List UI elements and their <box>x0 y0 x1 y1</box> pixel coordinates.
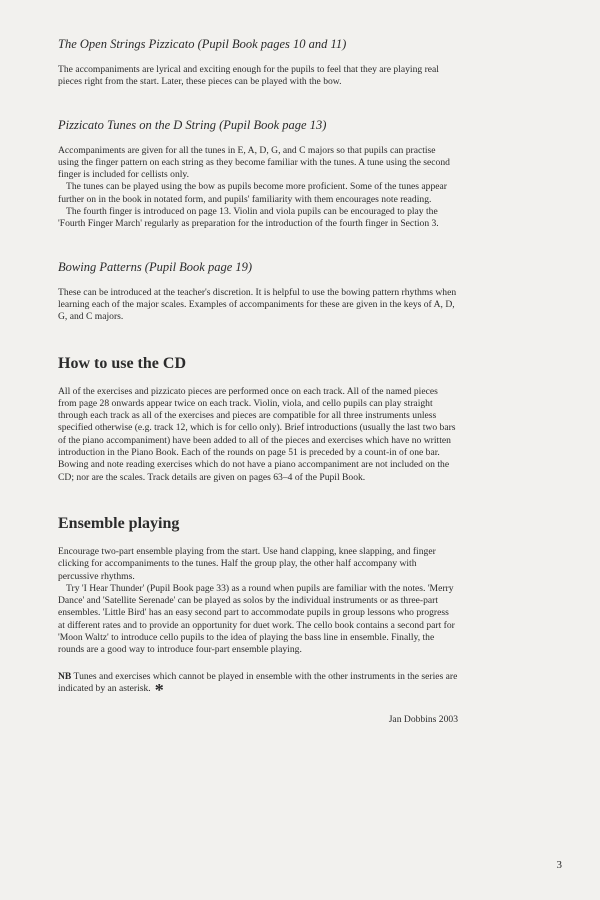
paragraph: Try 'I Hear Thunder' (Pupil Book page 33) as a round when pupils are familiar with the notes. 'Merry Dance' and 'Satellite Serenade' can be played as solos by the individual instruments or as three-part ensembles. 'Little Bird' has an easy second part to accommodate pupils in group lessons who progress at different rates and to provide an opportunity for duet work. The cello book contains a second part for 'Moon Waltz' to introduce cello pupils to the idea of playing the bass line in ensemble. Finally, the rounds are a good way to introduce four-part ensemble playing. <box>58 582 455 656</box>
paragraph: Accompaniments are given for all the tunes in E, A, D, G, and C majors so that pupils can practise using the finger pattern on each string as they become familiar with the tunes. A tune using the second finger is included for cellists only. <box>58 144 450 181</box>
text-column <box>58 36 458 725</box>
paragraph: The tunes can be played using the bow as pupils become more proficient. Some of the tunes appear further on in the book in notated form, and pupils' familiarity with them encourages note reading. <box>58 181 447 205</box>
asterisk-symbol: * <box>154 679 164 700</box>
section-heading-bowing-patterns: Bowing Patterns (Pupil Book page 19) <box>58 259 253 274</box>
section-heading-cd: How to use the CD <box>58 354 186 372</box>
note-text: Tunes and exercises which cannot be played in ensemble with the other instruments in the series are indicated by an asterisk. <box>58 670 458 694</box>
section-heading-open-strings: The Open Strings Pizzicato (Pupil Book pages 10 and 11) <box>58 37 347 51</box>
paragraph: Encourage two-part ensemble playing from the start. Use hand clapping, knee slapping, and finger clicking for accompaniments to the tunes. Half the group play, the other half accompany with percussive rhythms. <box>58 545 436 582</box>
paragraph: The fourth finger is introduced on page 13. Violin and viola pupils can be encouraged to play the 'Fourth Finger March' regularly as preparation for the introduction of the fourth finger in Section 3. <box>58 206 439 230</box>
paragraph: These can be introduced at the teacher's discretion. It is helpful to use the bowing pattern rhythms when learning each of the major scales. Examples of accompaniments for these are given in the keys of A, D, G, and C majors. <box>58 286 457 323</box>
paragraph: All of the exercises and pizzicato pieces are performed once on each track. All of the named pieces from page 28 onwards appear twice on each track. Violin, viola, and cello pupils can play straight through each track as all of the exercises and pieces are compatible for all three instruments unless specified otherwise (e.g. track 12, which is for cello only). Brief introductions (usually the last two bars of the piano accompaniment) have been added to all of the pieces and exercises which have no written introduction in the Piano Book. Each of the rounds on page 51 is preceded by a count-in of one bar. Bowing and note reading exercises which do not have a piano accompaniment are not included on the CD; nor are the scales. Track details are given on pages 63–4 of the Pupil Book. <box>58 385 456 483</box>
note-paragraph <box>58 670 458 700</box>
section-heading-ensemble: Ensemble playing <box>58 514 180 532</box>
author-signature: Jan Dobbins 2003 <box>388 714 458 726</box>
note-label: NB <box>58 670 72 682</box>
section-heading-pizzicato-tunes: Pizzicato Tunes on the D String (Pupil Book page 13) <box>58 117 327 132</box>
paragraph: The accompaniments are lyrical and exciting enough for the pupils to feel that they are playing real pieces right from the start. Later, these pieces can be played with the bow. <box>58 64 439 88</box>
page-number: 3 <box>556 859 562 871</box>
